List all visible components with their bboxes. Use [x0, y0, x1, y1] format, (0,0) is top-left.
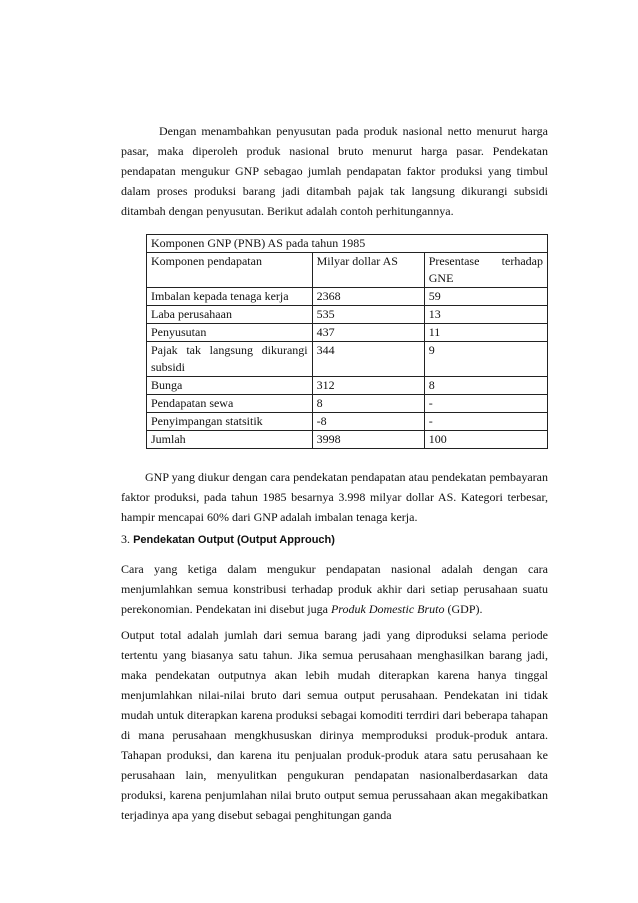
row-label: Bunga [147, 377, 313, 395]
row-value: -8 [312, 413, 424, 431]
table-row [147, 413, 548, 431]
row-percent: - [424, 395, 547, 413]
output-text-after: (GDP). [444, 602, 483, 616]
table-row [147, 395, 548, 413]
row-percent: 9 [424, 342, 547, 377]
output-paragraph [121, 559, 548, 619]
section-heading [121, 532, 335, 547]
row-value: 312 [312, 377, 424, 395]
row-label: Laba perusahaan [147, 306, 313, 324]
row-label: Penyimpangan statsitik [147, 413, 313, 431]
row-label: Imbalan kepada tenaga kerja [147, 288, 313, 306]
gnp-components-table [146, 234, 548, 449]
table-title-row [147, 235, 548, 253]
output-text-before: Cara yang ketiga dalam mengukur pendapatan nasional adalah dengan cara menjumlahkan semua konstribusi terhadap produk akhir dari setiap perusahaan suatu perekonomian. Pendekatan ini disebut juga [121, 562, 548, 616]
table-header-row [147, 253, 548, 288]
table-row [147, 342, 548, 377]
header-billion-usd: Milyar dollar AS [312, 253, 424, 288]
row-value: 8 [312, 395, 424, 413]
row-label: Jumlah [147, 431, 313, 449]
table-row [147, 324, 548, 342]
row-percent: 100 [424, 431, 547, 449]
section-title: Pendekatan Output (Output Approuch) [133, 534, 335, 546]
section-number: 3. [121, 532, 130, 546]
intro-paragraph: Dengan menambahkan penyusutan pada produk nasional netto menurut harga pasar, maka diperoleh produk nasional bruto menurut harga pasar. Pendekatan pendapatan mengukur GNP sebagao jumlah pendapatan faktor produksi yang timbul dalam proses produksi barang jadi ditambah pajak tak langsung dikurangi subsidi ditambah dengan penyusutan. Berikut adalah contoh perhitungannya. [121, 124, 548, 218]
row-percent: 13 [424, 306, 547, 324]
header-percentage: Presentase terhadap GNE [424, 253, 547, 288]
row-percent: - [424, 413, 547, 431]
header-component: Komponen pendapatan [147, 253, 313, 288]
table-row [147, 306, 548, 324]
row-value: 535 [312, 306, 424, 324]
table-title: Komponen GNP (PNB) AS pada tahun 1985 [147, 235, 548, 253]
final-paragraph: Output total adalah jumlah dari semua barang jadi yang diproduksi selama periode tertentu yang biasanya satu tahun. Jika semua perusahaan menghasilkan barang jadi, maka pendekatan outputnya akan lebih mudah diterapkan karena hanya tinggal menjumlahkan nilai-nilai bruto dari semua output perusahaan. Pendekatan ini tidak mudah untuk diterapkan karena produksi sebagai komoditi terrdiri dari beberapa tahapan di mana perusahaan mengkhususkan dirinya memproduksi produk-produk antara. Tahapan produksi, dan karena itu penjualan produk-produk atara satu perusahaan ke perusahaan lain, menyulitkan pengukuran pendapatan nasionalberdasarkan data produksi, karena penjumlahan nilai bruto output semua perussahaan akan megakibatkan terjadinya apa yang disebut sebagai penghitungan ganda [121, 628, 548, 822]
row-percent: 8 [424, 377, 547, 395]
row-percent: 59 [424, 288, 547, 306]
row-value: 344 [312, 342, 424, 377]
row-label: Penyusutan [147, 324, 313, 342]
table-total-row [147, 431, 548, 449]
row-value: 3998 [312, 431, 424, 449]
table-row [147, 377, 548, 395]
table-row [147, 288, 548, 306]
row-label: Pajak tak langsung dikurangi subsidi [147, 342, 313, 377]
row-label: Pendapatan sewa [147, 395, 313, 413]
row-value: 2368 [312, 288, 424, 306]
output-text-italic: Produk Domestic Bruto [330, 602, 445, 616]
gnp-paragraph: GNP yang diukur dengan cara pendekatan pendapatan atau pendekatan pembayaran faktor produksi, pada tahun 1985 besarnya 3.998 milyar dollar AS. Kategori terbesar, hampir mencapai 60% dari GNP adalah imbalan tenaga kerja. [121, 470, 548, 524]
row-percent: 11 [424, 324, 547, 342]
row-value: 437 [312, 324, 424, 342]
